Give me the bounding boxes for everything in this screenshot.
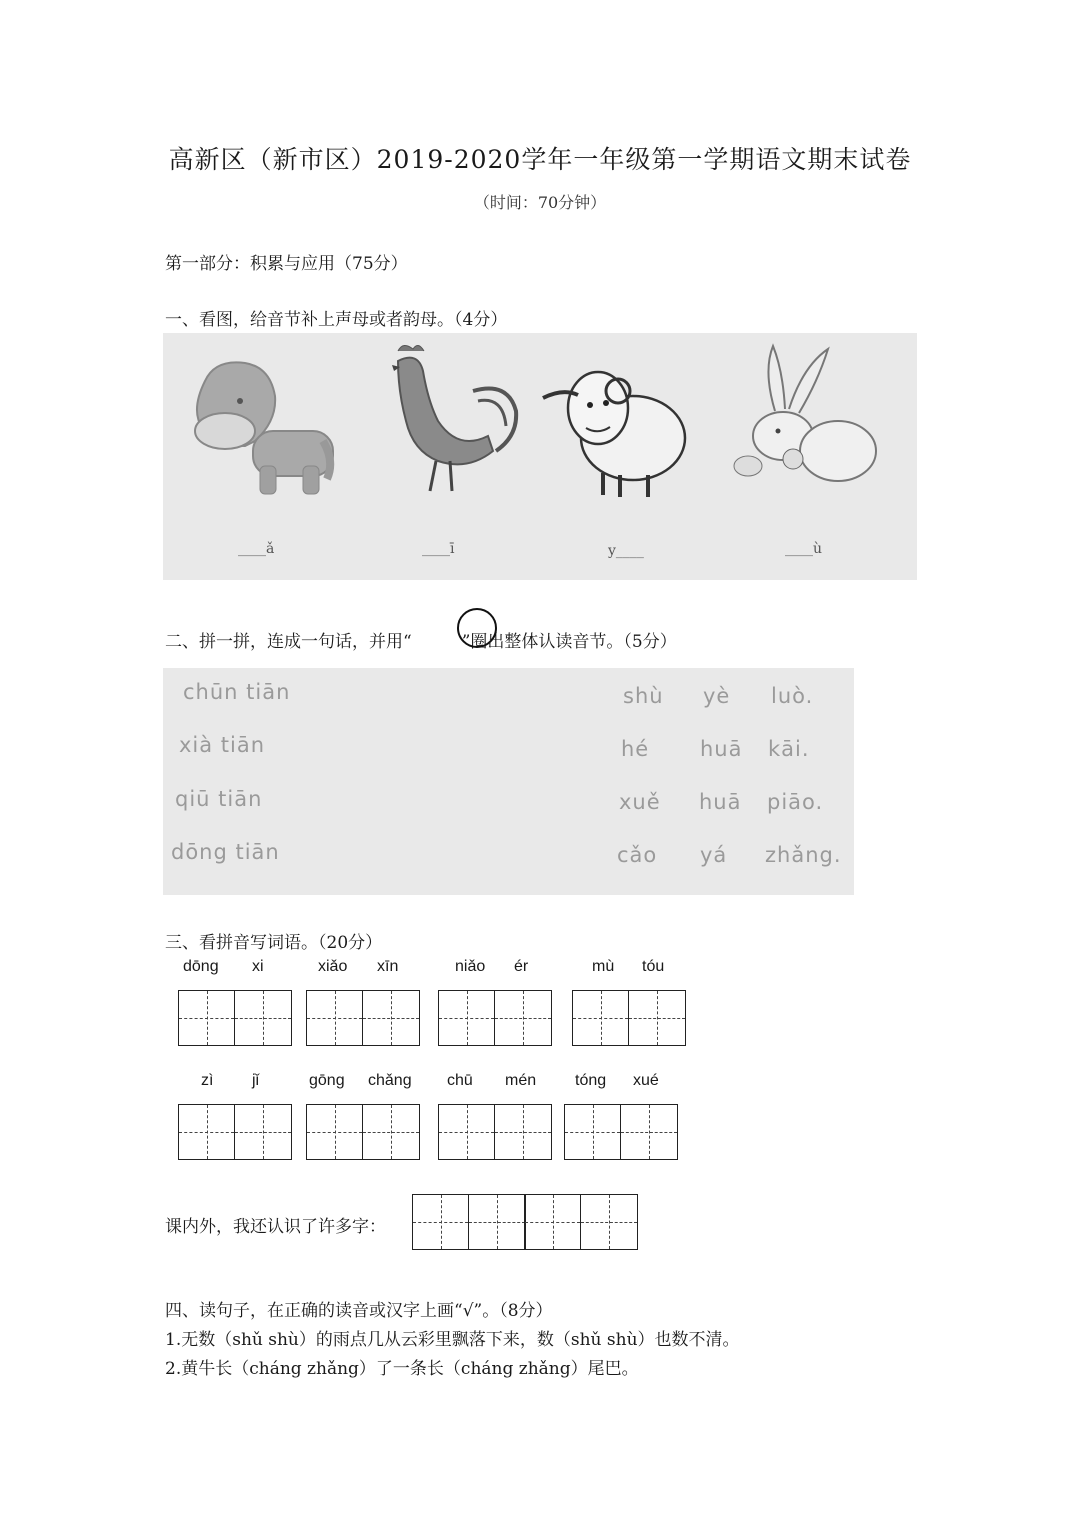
blank-rooster[interactable]: ____ī	[422, 541, 455, 557]
exam-title: 高新区（新市区）2019-2020学年一年级第一学期语文期末试卷	[168, 145, 912, 174]
circle-symbol-icon	[457, 608, 497, 648]
word-pinyin: mù	[592, 958, 615, 975]
season-pinyin: dōng tiān	[171, 840, 280, 864]
phrase-pinyin: shù	[623, 684, 664, 708]
q3-heading: 三、看拼音写词语。（20分）	[165, 933, 383, 953]
writing-grid[interactable]	[564, 1104, 678, 1160]
sheep-image	[538, 353, 693, 503]
blank-horse[interactable]: ____ǎ	[238, 541, 275, 557]
q1-heading: 一、看图，给音节补上声母或者韵母。（4分）	[165, 310, 508, 330]
word-pinyin: jǐ	[252, 1072, 260, 1089]
q4-heading: 四、读句子，在正确的读音或汉字上画“√”。（8分）	[165, 1301, 553, 1321]
writing-grid[interactable]	[412, 1194, 526, 1250]
phrase-pinyin: kāi.	[768, 737, 810, 761]
rooster-image	[378, 341, 523, 501]
word-pinyin: tóng	[575, 1072, 607, 1089]
word-pinyin: xiǎo	[318, 958, 348, 975]
phrase-pinyin: cǎo	[617, 843, 658, 867]
phrase-pinyin: piāo.	[767, 790, 824, 814]
blank-rabbit[interactable]: ____ù	[785, 541, 823, 557]
writing-grid[interactable]	[306, 990, 420, 1046]
word-pinyin: xi	[252, 958, 264, 975]
word-pinyin: ér	[514, 958, 529, 975]
rabbit-image	[723, 341, 883, 491]
writing-grid[interactable]	[438, 1104, 552, 1160]
writing-grid[interactable]	[178, 1104, 292, 1160]
word-pinyin: zì	[201, 1072, 214, 1089]
word-pinyin: dōng	[183, 958, 219, 975]
phrase-pinyin: yá	[700, 843, 728, 867]
word-pinyin: tóu	[642, 958, 665, 975]
pinyin-panel	[163, 668, 854, 895]
writing-grid[interactable]	[438, 990, 552, 1046]
animal-picture-panel	[163, 333, 917, 580]
part1-heading: 第一部分：积累与应用（75分）	[165, 254, 408, 274]
word-pinyin: chǎng	[368, 1072, 412, 1089]
phrase-pinyin: zhǎng.	[765, 843, 842, 867]
word-pinyin: mén	[505, 1072, 537, 1089]
q4-sentence-2: 2.黄牛长（cháng zhǎng）了一条长（cháng zhǎng）尾巴。	[165, 1359, 639, 1379]
word-pinyin: chū	[447, 1072, 473, 1089]
season-pinyin: chūn tiān	[183, 680, 291, 704]
phrase-pinyin: xuě	[619, 790, 661, 814]
phrase-pinyin: huā	[699, 790, 742, 814]
q2-heading-before: 二、拼一拼，连成一句话，并用“	[165, 632, 412, 652]
extra-chars-prompt: 课内外，我还认识了许多字：	[165, 1217, 386, 1237]
word-pinyin: gōng	[309, 1072, 345, 1089]
horse-image	[185, 351, 335, 501]
word-pinyin: xīn	[377, 958, 399, 975]
word-pinyin: niǎo	[455, 958, 486, 975]
phrase-pinyin: luò.	[771, 684, 814, 708]
blank-sheep[interactable]: y____	[608, 543, 644, 559]
writing-grid[interactable]	[306, 1104, 420, 1160]
writing-grid[interactable]	[178, 990, 292, 1046]
season-pinyin: xià tiān	[179, 733, 266, 757]
phrase-pinyin: hé	[621, 737, 650, 761]
season-pinyin: qiū tiān	[175, 787, 263, 811]
exam-time: （时间：70分钟）	[473, 193, 607, 212]
q2-heading	[165, 627, 677, 652]
q4-sentence-1: 1.无数（shǔ shù）的雨点几从云彩里飘落下来，数（shǔ shù）也数不清。	[165, 1330, 740, 1350]
phrase-pinyin: huā	[700, 737, 743, 761]
q2-heading-after: ”圈出整体认读音节。（5分）	[461, 632, 677, 652]
writing-grid[interactable]	[572, 990, 686, 1046]
phrase-pinyin: yè	[703, 684, 731, 708]
word-pinyin: xué	[633, 1072, 659, 1089]
writing-grid[interactable]	[524, 1194, 638, 1250]
